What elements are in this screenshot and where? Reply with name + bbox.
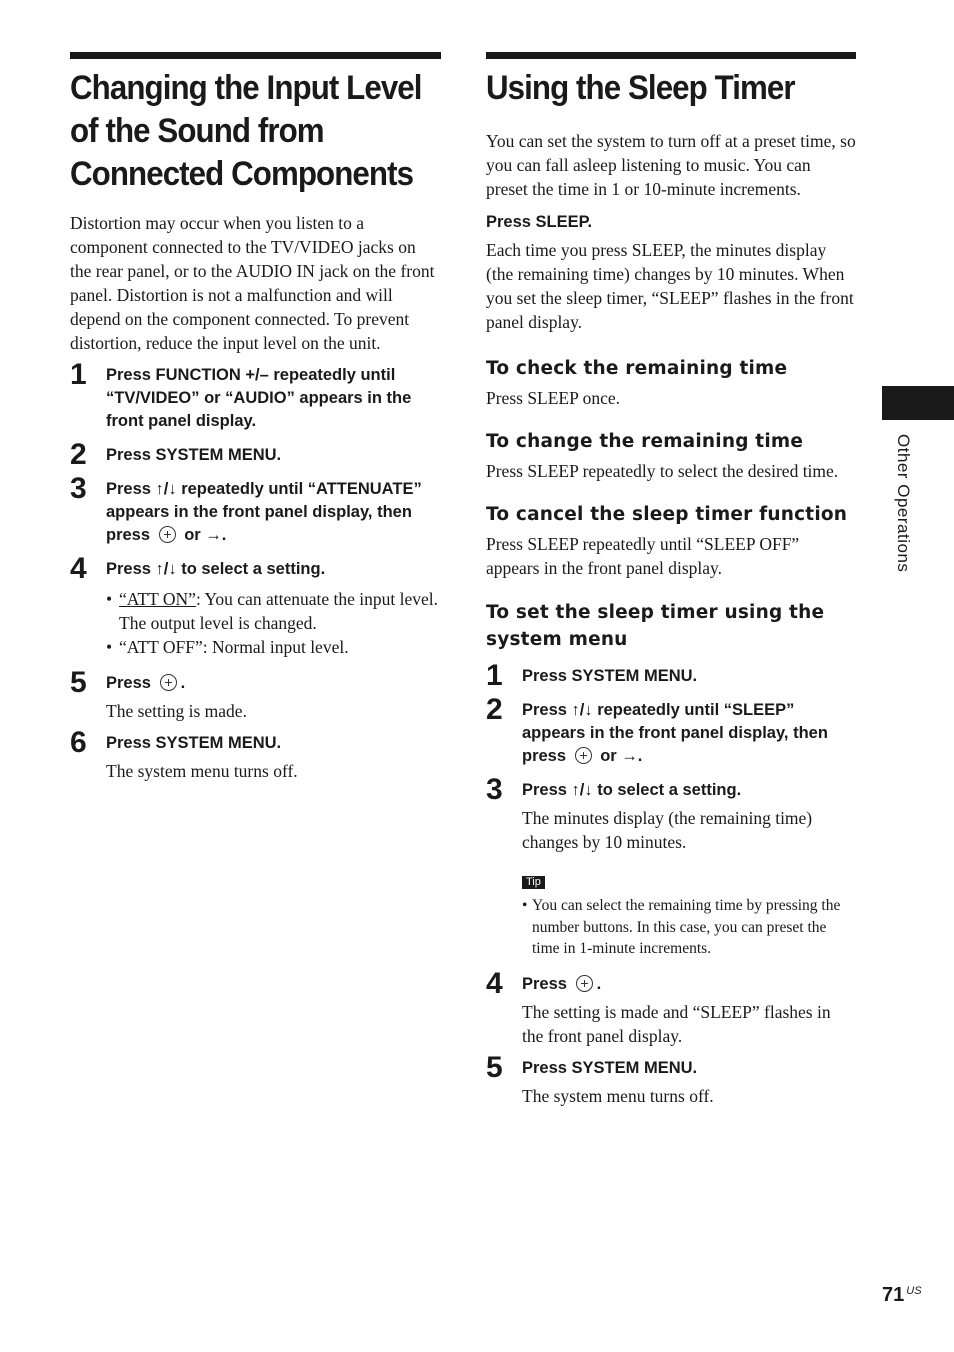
list-item (106, 587, 441, 635)
enter-button-icon (160, 674, 177, 691)
step-description: The system menu turns off. (522, 1085, 714, 1106)
left-step-4 (70, 552, 441, 659)
check-remaining-heading: To check the remaining time (486, 358, 788, 379)
step-title-part-a: Press (106, 674, 151, 692)
step-title-part-b: . (596, 974, 602, 993)
step-title: Press SYSTEM MENU. (522, 667, 698, 685)
enter-button-icon (575, 747, 592, 764)
press-sleep-description: Each time you press SLEEP, the minutes display (the remaining time) changes by 10 minutes. When you set the sleep timer, “SLEEP” flashes in the front panel display. (486, 240, 854, 332)
left-column (70, 52, 441, 783)
change-remaining-heading: To change the remaining time (486, 431, 804, 452)
left-step-5 (70, 666, 441, 723)
step-title (106, 478, 441, 547)
right-intro: You can set the system to turn off at a preset time, so you can fall asleep listening to music. You can preset the time in 1 or 10-minute increments. (486, 131, 856, 199)
page-number-value: 71 (882, 1284, 905, 1306)
left-title-line-3: Connected Components (70, 155, 414, 193)
section-rule (70, 52, 441, 59)
page-number (882, 1284, 922, 1307)
step-title: Press ↑/↓ to select a setting. (522, 781, 742, 799)
step-description: The setting is made and “SLEEP” flashes in the front panel display. (522, 1001, 831, 1046)
right-step-3 (486, 773, 856, 960)
right-step-4 (486, 966, 856, 1048)
step-number: 4 (70, 552, 87, 585)
setting-options-list (106, 587, 441, 659)
section-side-label: Other Operations (894, 434, 913, 573)
right-step-2 (486, 693, 856, 768)
step-title (522, 973, 856, 996)
change-remaining-text: Press SLEEP repeatedly to select the desired time. (486, 461, 839, 481)
step-description: The setting is made. (106, 701, 247, 721)
step-title-part-a: Press ↑/↓ repeatedly until “SLEEP” appears in the front panel display, then press (522, 701, 828, 765)
page-region-suffix: US (906, 1285, 922, 1297)
cancel-timer-heading: To cancel the sleep timer function (486, 504, 848, 525)
tip-text: • You can select the remaining time by pressing the number buttons. In this case, you can preset the time in 1-minute increments. (522, 895, 856, 960)
step-description: The system menu turns off. (106, 761, 298, 781)
step-title-part-b: or →. (184, 526, 227, 544)
step-number: 6 (70, 726, 87, 759)
left-intro: Distortion may occur when you listen to a component connected to the TV/VIDEO jacks on the rear panel, or to the AUDIO IN jack on the front panel. Distortion is not a malfunction and will depend on the component connected. To prevent distortion, reduce the input level on the unit. (70, 213, 435, 353)
step-title: Press FUNCTION +/– repeatedly until “TV/VIDEO” or “AUDIO” appears in the front panel display. (106, 366, 412, 430)
enter-button-icon (576, 975, 593, 992)
left-step-2 (70, 438, 441, 471)
section-side-tab (882, 386, 954, 420)
left-step-3 (70, 472, 441, 547)
step-number: 3 (70, 472, 87, 505)
left-title-line-1: Changing the Input Level (70, 69, 422, 107)
step-title: Press SYSTEM MENU. (522, 1058, 698, 1077)
step-title (106, 672, 441, 695)
step-number: 4 (486, 966, 503, 1000)
right-step-1 (486, 659, 856, 692)
step-description: The minutes display (the remaining time) changes by 10 minutes. (522, 808, 813, 852)
right-column (486, 52, 856, 1108)
right-title: Using the Sleep Timer (486, 69, 795, 107)
bullet-text: : You can attenuate the input level. The output level is changed. (119, 589, 438, 633)
left-title-line-2: of the Sound from (70, 112, 324, 150)
press-sleep-heading: Press SLEEP. (486, 213, 593, 231)
step-title-part-b: or →. (600, 747, 643, 765)
step-title-part-b: . (180, 674, 186, 692)
menu-timer-heading: To set the sleep timer using the system menu (486, 602, 825, 650)
step-number: 2 (70, 438, 87, 471)
step-title: Press SYSTEM MENU. (106, 734, 282, 752)
step-number: 5 (486, 1050, 503, 1084)
right-step-5 (486, 1050, 856, 1108)
step-number: 3 (486, 773, 503, 806)
left-title (70, 67, 422, 196)
tip-badge: Tip (522, 876, 545, 889)
cancel-timer-text: Press SLEEP repeatedly until “SLEEP OFF” appears in the front panel display. (486, 534, 800, 578)
bullet-term: “ATT ON” (119, 589, 196, 609)
step-title-part-a: Press ↑/↓ repeatedly until “ATTENUATE” appears in the front panel display, then press (106, 480, 422, 544)
step-title: Press SYSTEM MENU. (106, 446, 282, 464)
enter-button-icon (159, 526, 176, 543)
section-rule (486, 52, 856, 59)
step-number: 1 (70, 358, 87, 391)
check-remaining-text: Press SLEEP once. (486, 388, 620, 408)
tip-box (522, 872, 856, 960)
step-title (522, 699, 856, 768)
list-item: • “ATT OFF”: Normal input level. (106, 635, 441, 659)
step-number: 2 (486, 693, 503, 726)
left-step-1 (70, 358, 441, 433)
step-number: 1 (486, 659, 503, 692)
left-step-6 (70, 726, 441, 783)
step-title: Press ↑/↓ to select a setting. (106, 560, 326, 578)
step-number: 5 (70, 666, 87, 699)
step-title-part-a: Press (522, 974, 567, 993)
